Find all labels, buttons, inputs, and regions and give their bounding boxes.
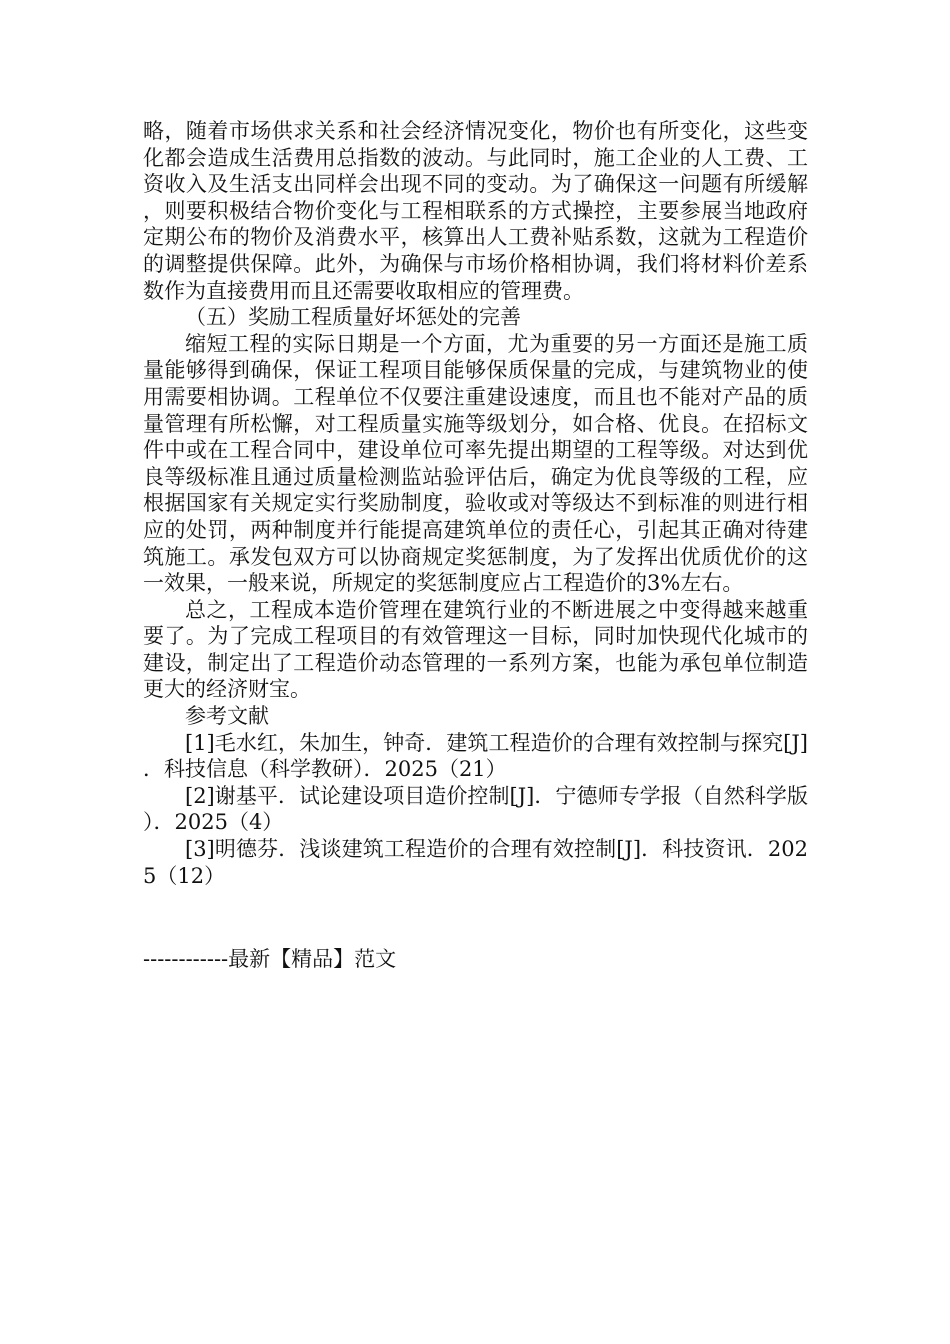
paragraph-quality-reward: 缩短工程的实际日期是一个方面，尤为重要的另一方面还是施工质量能够得到确保，保证工程项目能够保质保量的完成，与建筑物业的使用需要相协调。工程单位不仅要注重建设速度，而且也不能对产品的质量管理有所松懈，对工程质量实施等级划分，如合格、优良。在招标文件中或在工程合同中，建设单位可率先提出期望的工程等级。对达到优良等级标准且通过质量检测监站验评估后，确定为优良等级的工程，应根据国家有关规定实行奖励制度，验收或对等级达不到标准的则进行相应的处罚，两种制度并行能提高建筑单位的责任心，引起其正确对待建筑施工。承发包双方可以协商规定奖惩制度，为了发挥出优质优价的这一效果，一般来说，所规定的奖惩制度应占工程造价的3%左右。 xyxy=(143,331,808,596)
references-heading: 参考文献 xyxy=(185,704,269,729)
section-heading-five: （五）奖励工程质量好坏惩处的完善 xyxy=(185,305,521,330)
paragraph-conclusion: 总之，工程成本造价管理在建筑行业的不断进展之中变得越来越重要了。为了完成工程项目的有效管理这一目标，同时加快现代化城市的建设，制定出了工程造价动态管理的一系列方案，也能为承包单位制造更大的经济财宝。 xyxy=(143,597,808,702)
reference-item-3: [3]明德芬．浅谈建筑工程造价的合理有效控制[J]．科技资讯．2025（12） xyxy=(143,837,808,888)
paragraph-price-adjustment: 略，随着市场供求关系和社会经济情况变化，物价也有所变化，这些变化都会造成生活费用总指数的波动。与此同时，施工企业的人工费、工资收入及生活支出同样会出现不同的变动。为了确保这一问题有所缓解，则要积极结合物价变化与工程相联系的方式操控，主要参展当地政府定期公布的物价及消费水平，核算出人工费补贴系数，这就为工程造价的调整提供保障。此外，为确保与市场价格相协调，我们将材料价差系数作为直接费用而且还需要收取相应的管理费。 xyxy=(143,119,808,303)
reference-item-1: [1]毛水红，朱加生，钟奇．建筑工程造价的合理有效控制与探究[J]．科技信息（科学教研）．2025（21） xyxy=(143,730,808,782)
document-body xyxy=(143,118,808,889)
reference-item-2: [2]谢基平．试论建设项目造价控制[J]．宁德师专学报（自然科学版）．2025（4） xyxy=(143,783,808,835)
footer-note: ------------最新【精品】范文 xyxy=(143,947,397,971)
reference-list xyxy=(143,730,808,890)
